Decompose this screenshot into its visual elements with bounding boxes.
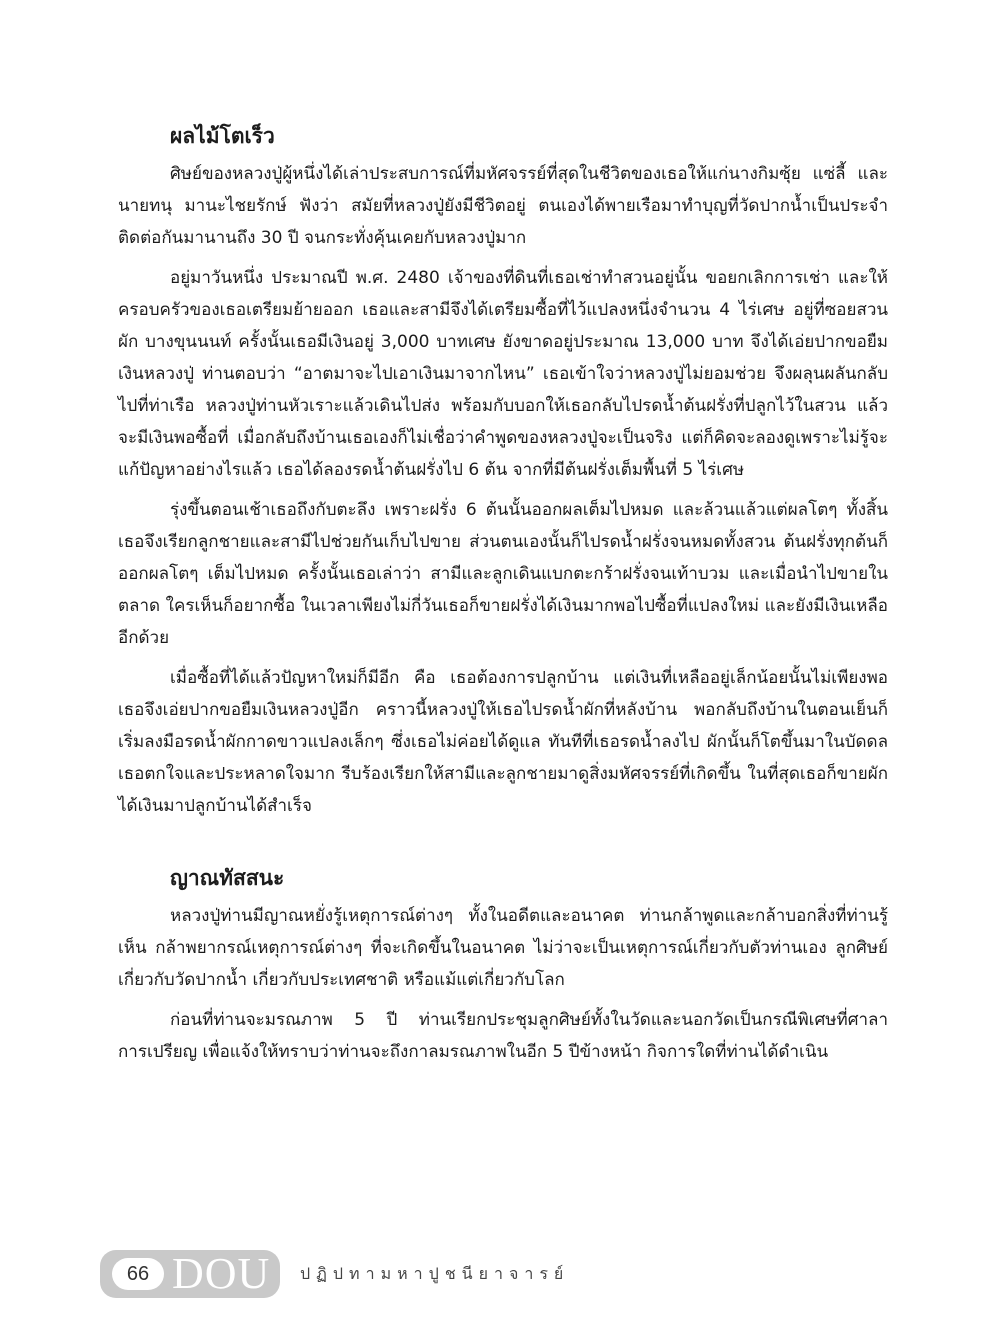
page-number: 66 (112, 1258, 164, 1290)
paragraph: อยู่มาวันหนึ่ง ประมาณปี พ.ศ. 2480 เจ้าของที่ดินที่เธอเช่าทำสวนอยู่นั้น ขอยกเลิกการเช่า และให้ครอบครัวของเธอเตรียมย้ายออก เธอและสามีจึงได้เตรียมซื้อที่ไว้แปลงหนึ่งจำนวน 4 ไร่เศษ อยู่ที่ซอยสวนผัก บางขุนนนท์ ครั้งนั้นเธอมีเงินอยู่ 3,000 บาทเศษ ยังขาดอยู่ประมาณ 13,000 บาท จึงได้เอ่ยปากขอยืมเงินหลวงปู่ ท่านตอบว่า “อาตมาจะไปเอาเงินมาจากไหน” เธอเข้าใจว่าหลวงปู่ไม่ยอมช่วย จึงผลุนผลันกลับไปที่ท่าเรือ หลวงปู่ท่านหัวเราะแล้วเดินไปส่ง พร้อมกับบอกให้เธอกลับไปรดน้ำต้นฝรั่งที่ปลูกไว้ในสวน แล้วจะมีเงินพอซื้อที่ เมื่อกลับถึงบ้านเธอเองก็ไม่เชื่อว่าคำพูดของหลวงปู่จะเป็นจริง แต่ก็คิดจะลองดูเพราะไม่รู้จะแก้ปัญหาอย่างไรแล้ว เธอได้ลองรดน้ำต้นฝรั่งไป 6 ต้น จากที่มีต้นฝรั่งเต็มพื้นที่ 5 ไร่เศษ (118, 268, 888, 480)
section-spacer (118, 830, 888, 860)
section-title: ญาณทัสสนะ (170, 866, 285, 890)
section-title: ผลไม้โตเร็ว (170, 124, 275, 148)
paragraph: รุ่งขึ้นตอนเช้าเธอถึงกับตะลึง เพราะฝรั่ง 6 ต้นนั้นออกผลเต็มไปหมด และล้วนแล้วแต่ผลโตๆ ทั้งสิ้น เธอจึงเรียกลูกชายและสามีไปช่วยกันเก็บไปขาย ส่วนตนเองนั้นก็ไปรดน้ำฝรั่งจนหมดทั้งสวน ต้นฝรั่งทุกต้นก็ออกผลโตๆ เต็มไปหมด ครั้งนั้นเธอเล่าว่า สามีและลูกเดินแบกตะกร้าฝรั่งจนเท้าบวม และเมื่อนำไปขายในตลาด ใครเห็นก็อยากซื้อ ในเวลาเพียงไม่กี่วันเธอก็ขายฝรั่งได้เงินมากพอไปซื้อที่แปลงใหม่ และยังมีเงินเหลืออีกด้วย (118, 500, 888, 648)
paragraph: หลวงปู่ท่านมีญาณหยั่งรู้เหตุการณ์ต่างๆ ทั้งในอดีตและอนาคต ท่านกล้าพูดและกล้าบอกสิ่งที่ท่านรู้เห็น กล้าพยากรณ์เหตุการณ์ต่างๆ ที่จะเกิดขึ้นในอนาคต ไม่ว่าจะเป็นเหตุการณ์เกี่ยวกับตัวท่านเอง ลูกศิษย์ เกี่ยวกับวัดปากน้ำ เกี่ยวกับประเทศชาติ หรือแม้แต่เกี่ยวกับโลก (118, 906, 888, 990)
paragraph: ก่อนที่ท่านจะมรณภาพ 5 ปี ท่านเรียกประชุมลูกศิษย์ทั้งในวัดและนอกวัดเป็นกรณีพิเศษที่ศาลาการเปรียญ เพื่อแจ้งให้ทราบว่าท่านจะถึงกาลมรณภาพในอีก 5 ปีข้างหน้า กิจการใดที่ท่านได้ดำเนิน (118, 1010, 888, 1062)
section-1 (118, 118, 888, 822)
book-title: ปฏิปทามหาปูชนียาจารย์ (300, 1264, 570, 1283)
paragraph: ศิษย์ของหลวงปู่ผู้หนึ่งได้เล่าประสบการณ์ที่มหัศจรรย์ที่สุดในชีวิตของเธอให้แก่นางกิมซุ้ย แซ่ลี้ และนายทนุ มานะไชยรักษ์ ฟังว่า สมัยที่หลวงปู่ยังมีชีวิตอยู่ ตนเองได้พายเรือมาทำบุญที่วัดปากน้ำเป็นประจำติดต่อกันมานานถึง 30 ปี จนกระทั่งคุ้นเคยกับหลวงปู่มาก (118, 164, 888, 248)
footer-badge (100, 1250, 280, 1298)
section-2 (118, 860, 888, 1068)
page-footer (100, 1250, 820, 1298)
page-content (118, 118, 888, 1076)
paragraph: เมื่อซื้อที่ได้แล้วปัญหาใหม่ก็มีอีก คือ เธอต้องการปลูกบ้าน แต่เงินที่เหลืออยู่เล็กน้อยนั้นไม่เพียงพอ เธอจึงเอ่ยปากขอยืมเงินหลวงปู่อีก คราวนี้หลวงปู่ให้เธอไปรดน้ำผักที่หลังบ้าน พอกลับถึงบ้านในตอนเย็นก็เริ่มลงมือรดน้ำผักกาดขาวแปลงเล็กๆ ซึ่งเธอไม่ค่อยได้ดูแล ทันทีที่เธอรดน้ำลงไป ผักนั้นก็โตขึ้นมาในบัดดล เธอตกใจและประหลาดใจมาก รีบร้องเรียกให้สามีและลูกชายมาดูสิ่งมหัศจรรย์ที่เกิดขึ้น ในที่สุดเธอก็ขายผักได้เงินมาปลูกบ้านได้สำเร็จ (118, 668, 888, 816)
dou-logo: DOU (172, 1249, 271, 1298)
